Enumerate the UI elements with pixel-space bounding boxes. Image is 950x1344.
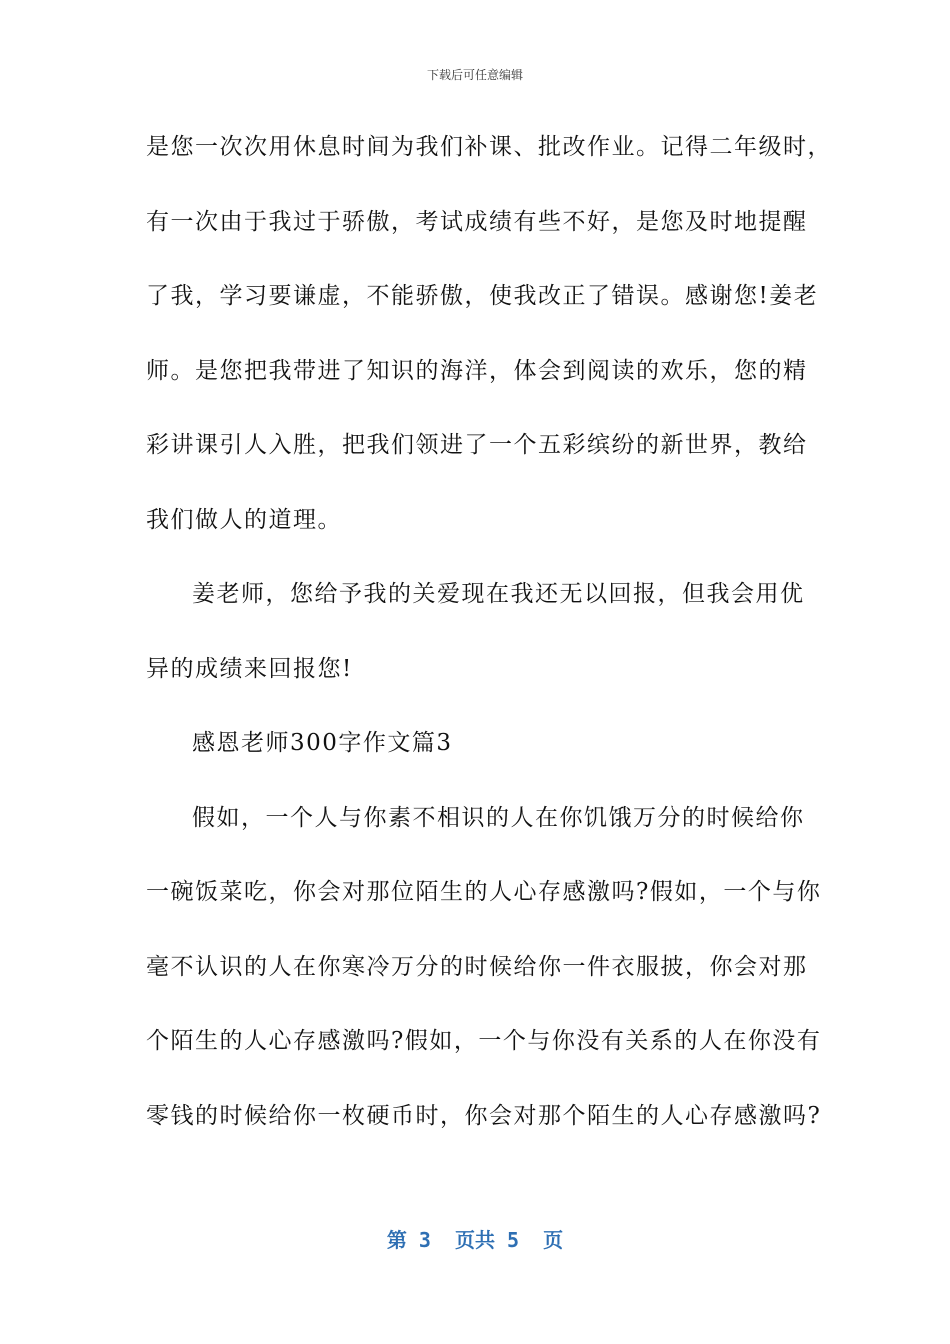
page-header: 下载后可任意编辑 [426,68,523,82]
text-line: 假如，一个人与你素不相识的人在你饥饿万分的时候给你 [192,804,805,831]
text-line: 零钱的时候给你一枚硬币时，你会对那个陌生的人心存感激吗? [146,1102,822,1129]
text-line: 一碗饭菜吃，你会对那位陌生的人心存感激吗?假如，一个与你 [146,879,822,905]
text-line: 异的成绩来回报您! [146,655,353,682]
text-line: 是您一次次用休息时间为我们补课、批改作业。记得二年级时， [146,134,832,160]
text-line: 了我，学习要谦虚，不能骄傲，使我改正了错误。感谢您!姜老 [146,283,819,309]
section-heading: 感恩老师300字作文篇3 [192,730,453,756]
text-line: 个陌生的人心存感激吗?假如，一个与你没有关系的人在你没有 [146,1028,822,1054]
text-line: 我们做人的道理。 [146,506,342,533]
text-line: 毫不认识的人在你寒冷万分的时候给你一件衣服披，你会对那 [146,953,808,980]
text-line: 有一次由于我过于骄傲，考试成绩有些不好，是您及时地提醒 [146,208,808,235]
text-line: 姜老师，您给予我的关爱现在我还无以回报，但我会用优 [192,581,805,607]
document-body [146,110,832,1153]
text-line: 彩讲课引人入胜，把我们领进了一个五彩缤纷的新世界，教给 [146,432,808,458]
page-number-footer: 第 3 页共 5 页 [386,1228,564,1252]
text-line: 师。是您把我带进了知识的海洋，体会到阅读的欢乐，您的精 [146,357,808,384]
